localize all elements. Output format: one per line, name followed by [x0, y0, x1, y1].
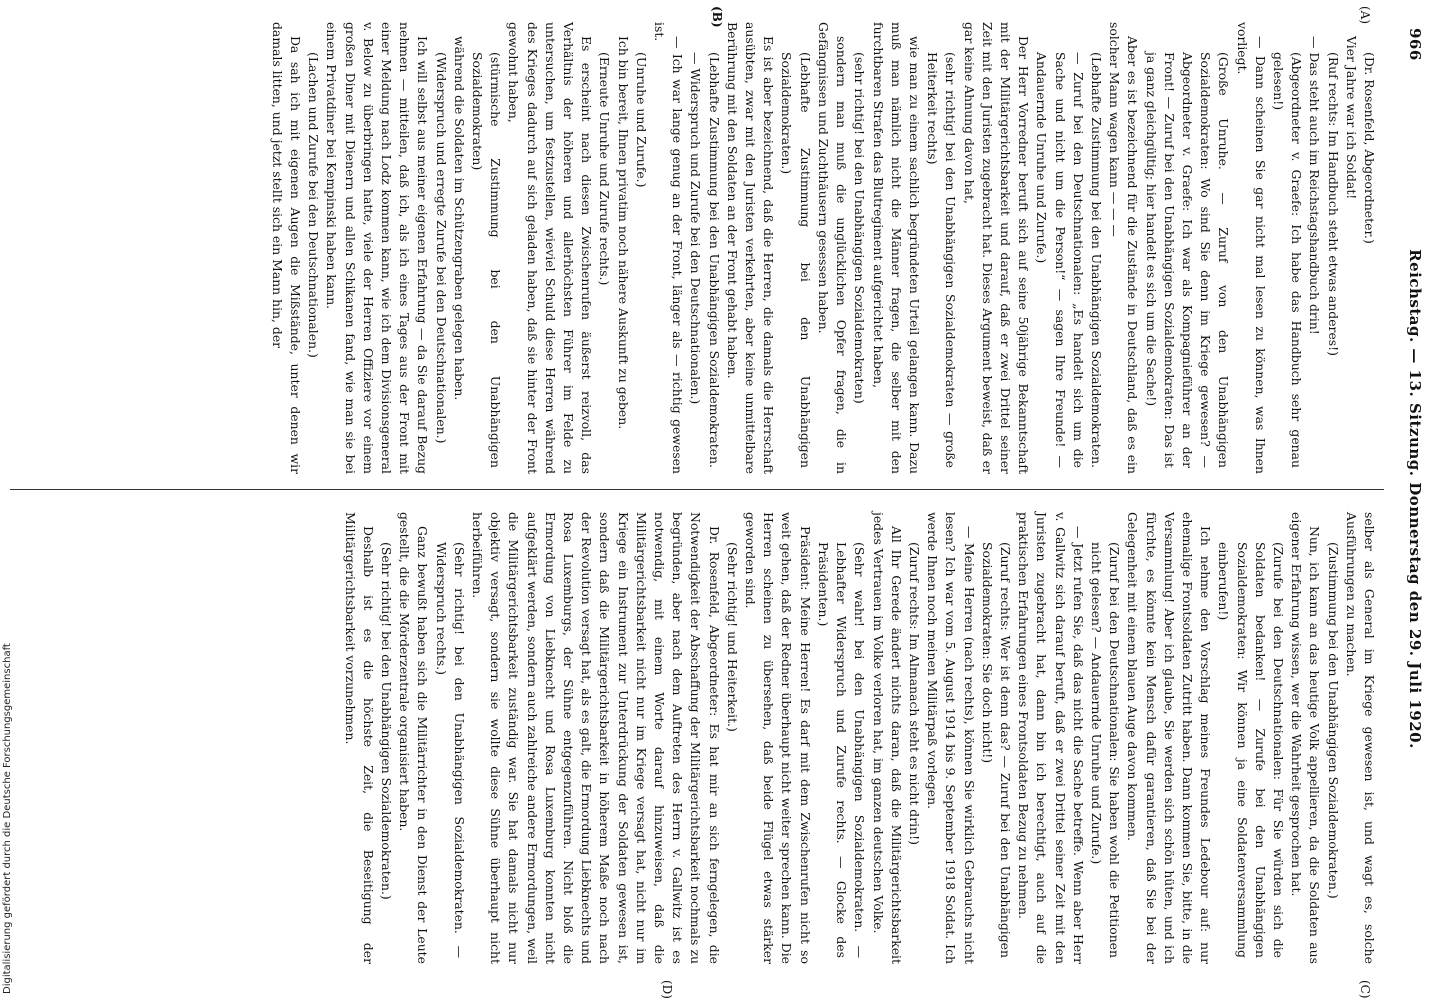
- paragraph: Es ist aber bezeichnend, daß die Herren, die damals die Herrschaft ausübten, zwar mit den Juristen verkehrten, aber keine unmittelbare Berührung mit den Soldaten an der Front gehabt haben.: [724, 22, 777, 474]
- paragraph: selber als General im Kriege gewesen ist, und wagt es, solche Ausführungen zu machen.: [1343, 512, 1377, 964]
- running-title: Reichstag. — 13. Sitzung. Donnerstag den 29. Juli 1920.: [1406, 249, 1424, 749]
- page-number: 966: [1406, 28, 1424, 61]
- margin-marker-c: (C): [1358, 980, 1372, 999]
- column-divider: [10, 489, 1384, 490]
- stage-direction: (Sehr richtig! bei den Unabhängigen Sozialdemokraten.): [379, 542, 395, 900]
- stage-direction: (Ruf rechts: Im Handbuch steht etwas anderes!): [1325, 52, 1341, 356]
- paragraph: Ich bin bereit, Ihnen privatim noch nähere Auskunft zu geben.: [615, 36, 631, 430]
- paragraph: wie man zu einem sachlich begründeten Urteil gelangen kann. Dazu muß man nämlich nicht die Männer fragen, die selber mit den furchtbaren Strafen das Blutregiment aufgerichtet haben,: [870, 22, 922, 474]
- stage-direction: (Zurufe bei den Deutschnationalen: Für Sie würden sich die Soldaten bedanken! — Zurufe bei den Unabhängigen Sozialdemokraten: Wir können ja eine Soldatenversammlung einberufen!): [1216, 542, 1286, 958]
- stage-direction: (stürmische Zustimmung bei den Unabhängigen Sozialdemokraten): [470, 52, 504, 468]
- page-header: [1400, 28, 1428, 970]
- paragraph: — Das steht auch im Reichstagshandbuch drin!: [1307, 36, 1323, 335]
- paragraph: Deshalb ist es die höchste Zeit, die Beseitigung der Militärgerichtsbarkeit vorzunehmen.: [342, 512, 376, 964]
- stage-direction: (Lebhafte Zustimmung bei den Unabhängigen Sozialdemokraten. — Widerspruch und Zurufe bei den Deutschnationalen.): [688, 52, 722, 468]
- paragraph: Da sah ich mit eigenen Augen die Mißstände, unter denen wir damals litten, und jetzt stellt sich ein Mann hin, der: [269, 22, 304, 474]
- digitization-note: Digitalisierung gefördert durch die Deutsche Forschungsgemeinschaft: [2, 643, 13, 994]
- margin-marker-d: (D): [660, 980, 674, 999]
- paragraph: — Meine Herren (nach rechts), können Sie wirklich Gebrauchs nicht lesen? Ich war vom 5. August 1914 bis 9. September 1918 Soldat. Ich werde Ihnen noch meinen Militärpaß vorlegen.: [925, 512, 977, 964]
- stage-direction: (Sehr richtig! bei den Unabhängigen Sozialdemokraten. — Widerspruch rechts.): [433, 542, 467, 958]
- margin-marker-a: (A): [1358, 6, 1372, 25]
- stage-direction: (Zustimmung bei den Unabhängigen Sozialdemokraten.): [1325, 542, 1341, 899]
- paragraph: — Dann scheinen Sie gar nicht mal lesen zu können, was Ihnen vorliegt.: [1234, 22, 1268, 474]
- paragraph: Vier Jahre war ich Soldat!: [1343, 36, 1359, 200]
- paragraph: während die Soldaten im Schützengraben gelegen haben.: [451, 36, 467, 401]
- paragraph: Präsident: Meine Herren! Es darf mit dem Zwischenrufen nicht so weit gehen, daß der Redner überhaupt nicht weiter sprechen kann. Die Herren scheinen zu übersehen, daß beide Flügel etwas stärker geworden sind.: [743, 512, 813, 964]
- stage-direction: (Zuruf bei den Deutschnationalen: Sie haben wohl die Petitionen nicht gelesen? — Andauernde Unruhe und Zurufe.): [1088, 542, 1123, 958]
- stage-direction: (Erneute Unruhe und Zurufe rechts.): [597, 52, 613, 286]
- right-column: [340, 512, 1378, 964]
- stage-direction: (Lebhafte Zustimmung bei den Unabhängigen Sozialdemokraten.): [779, 52, 813, 468]
- paragraph: Der Herr Vorredner beruft sich auf seine 50jährige Bekanntschaft mit der Militärgerichtsbarkeit und darauf, daß er zwei Drittel seiner Zeit mit den Juristen zugebracht hat. Dieses Argument beweist, daß er gar keine Ahnung davon hat,: [961, 22, 1032, 474]
- paragraph: Dr. Rosenfeld, Abgeordneter: Es hat mir an sich ferngelegen, die Notwendigkeit der Abschaffung der Militärgerichtsbarkeit nochmals zu begründen, aber nach dem Auftreten des Herrn v. Gallwitz ist es notwendig, mit einem Worte darauf hinzuweisen, daß die Militärgerichtsbarkeit nicht nur im Kriege versagt hat, nicht nur im Kriege ein Instrument zur Unterdrückung der Soldaten gewesen ist, sondern daß die Militärgerichtsbarkeit in höherem Maße noch nach der Revolution versagt hat, als es galt, die Ermordung Liebknechts und Rosa Luxemburgs, der Sühne entgegenzuführen. Nicht bloß die Ermordung von Liebknecht und Rosa Luxemburg konnten nicht aufgeklärt werden, sondern auch zahlreiche andere Ermordungen, weil die Militärgerichtsbarkeit zuständig war. Sie hat damals nicht nur objektiv versagt, sondern sie wollte diese Sühne überhaupt nicht herbeiführen.: [470, 512, 722, 964]
- margin-marker-b: (B): [710, 6, 724, 28]
- paragraph: — Jetzt rufen Sie, daß das nicht die Sache betreffe. Wenn aber Herr v. Gallwitz sich darauf beruft, daß er zwei Drittel seiner Zeit mit den Juristen zugebracht hat, dann bin ich berechtigt, auch auf die praktischen Erfahrungen eines Frontsoldaten Bezug zu nehmen.: [1016, 512, 1086, 964]
- paragraph: Ich will selbst aus meiner eigenen Erfahrung — da Sie darauf Bezug nehmen — mitteilen, daß ich, als ich eines Tages aus der Front mit einer Meldung nach Lodz kommen kann, wie ich dem Divisionsgeneral v. Below zu überbringen hatte, viele der Herren Offiziere vor einem großen Diner mit Dienern und allen Schikanen fand, wie man sie bei einem Privatdiner bei Kempinski haben kann.: [324, 22, 431, 474]
- stage-direction: (Abgeordneter v. Graefe: Ich habe das Handbuch sehr genau gelesen!): [1270, 52, 1305, 468]
- stage-direction: (Sehr wahr! bei den Unabhängigen Sozialdemokraten. — Lebhafter Widerspruch und Zurufe rechts. — Glocke des Präsidenten.): [815, 542, 868, 958]
- paragraph: Ich nehme den Vorschlag meines Freundes Ledebour auf: nur ehemalige Frontsoldaten Zutritt haben. Dann kommen Sie, bitte, in die Versammlung! Aber ich glaube, Sie werden sich schön hüten, und ich fürchte, es könnte kein Mensch dafür garantieren, daß Sie bei der Gelegenheit mit einem blauen Auge davon kommen.: [1125, 512, 1214, 964]
- paragraph: — Ich war lange genug an der Front, länger als — richtig gewesen ist.: [652, 22, 686, 474]
- paragraph: Nun, ich kann an das heutige Volk appellieren, da die Soldaten aus eigener Erfahrung wissen, wer die Wahrheit gesprochen hat.: [1289, 512, 1323, 964]
- paragraph: All Ihr Gerede ändert nichts daran, daß die Militärgerichtsbarkeit jedes Vertrauen im Volke verloren hat, im ganzen deutschen Volke.: [870, 512, 904, 964]
- stage-direction: (Zuruf rechts: Wer ist denn das? — Zuruf bei den Unabhängigen Sozialdemokraten: Sie doch nicht!): [979, 542, 1013, 958]
- stage-direction: (Widerspruch und erregte Zurufe bei den Deutschnationalen.): [433, 52, 449, 444]
- stage-direction: (Lachen und Zurufe bei den Deutschnationalen.): [306, 52, 322, 358]
- stage-direction: (Unruhe und Zurufe.): [633, 52, 649, 188]
- paragraph: Es erscheint nach diesen Zwischenrufen äußerst reizvoll, das Verhältnis der höheren und allerhöchsten Führer im Felde zu untersuchen, um festzustellen, wieviel Schuld diese Herren während des Krieges dadurch auf sich geladen haben, daß sie hinter der Front gewohnt haben,: [506, 22, 595, 474]
- stage-direction: (Zuruf rechts: Im Almanach steht es nicht drin!): [906, 542, 922, 845]
- stage-direction: (sehr richtig! bei den Unabhängigen Sozialdemokraten — große Heiterkeit rechts): [925, 52, 959, 468]
- paragraph: sondern man muß die unglücklichen Opfer fragen, die in Gefängnissen und Zuchthäusern gesessen haben.: [815, 22, 850, 474]
- paragraph: Ganz bewußt haben sich die Militärrichter in den Dienst der Leute gestellt, die die Mörderzentrale organisiert haben.: [397, 512, 431, 964]
- stage-direction: (Sehr richtig! und Heiterkeit.): [724, 542, 740, 732]
- stage-direction: (Lebhafte Zustimmung bei den Unabhängigen Sozialdemokraten. — Zuruf bei den Deutschnationalen: „Es handelt sich um die Sache und nicht um die Person!“ — sagen Ihre Freunde! — Andauernde Unruhe und Zurufe.): [1034, 52, 1104, 468]
- stage-direction: (Dr. Rosenfeld, Abgeordneter.): [1362, 52, 1377, 244]
- stage-direction: (sehr richtig! bei den Unabhängigen Sozialdemokraten): [852, 52, 868, 404]
- paragraph: Aber es ist bezeichnend für die Zustände in Deutschland, daß es ein solcher Mann wagen kann — — —: [1107, 22, 1141, 474]
- stage-direction: (Große Unruhe. — Zuruf von den Unabhängigen Sozialdemokraten: Wo sind Sie denn im Kriege gewesen? — Abgeordneter v. Graefe: Ich war als Kompagnieführer an der Front! — Zuruf bei den Unabhängigen Sozialdemokraten: Das ist ja ganz gleichgültig; hier handelt es sich um die Sache!): [1143, 52, 1232, 468]
- left-column: [268, 22, 1378, 474]
